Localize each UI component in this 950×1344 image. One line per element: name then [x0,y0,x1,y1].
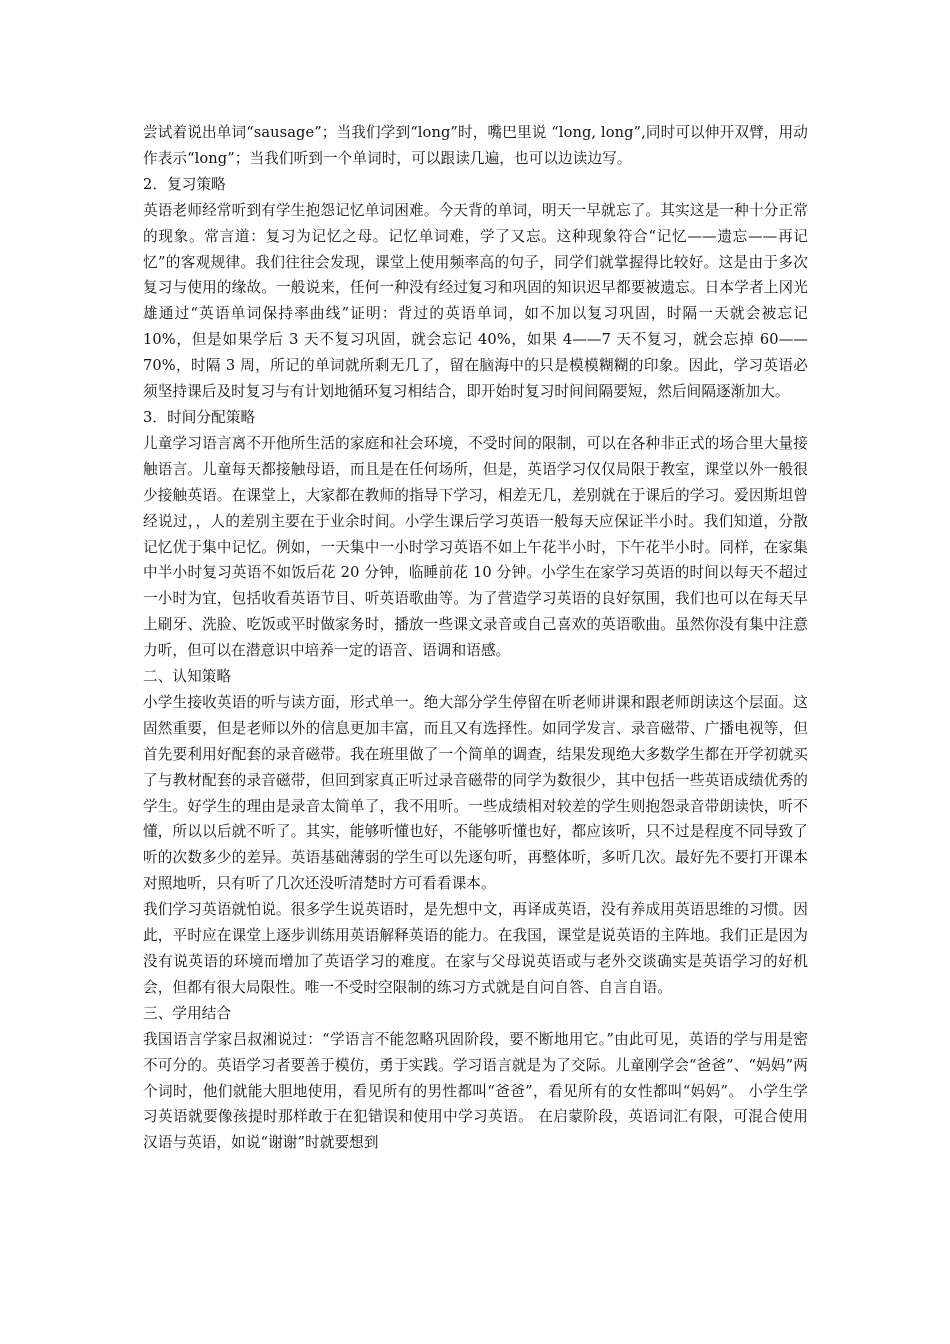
section-heading-cognitive-strategy: 二、认知策略 [143,668,232,686]
section-heading-time-allocation: 3．时间分配策略 [143,408,256,426]
paragraph-continued-example: 尝试着说出单词“sausage”；当我们学到“long”时，嘴巴里说 “long, long”,同时可以伸开双臂，用动作表示“long”；当我们听到一个单词时，可以跟读几遍，也可以边读边写。 [143,124,808,167]
section-heading-learning-and-use: 三、学用结合 [143,1004,232,1022]
paragraph-learning-and-use: 我国语言学家吕叔湘说过：“学语言不能忽略巩固阶段，要不断地用它。”由此可见，英语的学与用是密不可分的。英语学习者要善于模仿，勇于实践。学习语言就是为了交际。儿童刚学会“爸爸”、“妈妈”两个词时，他们就能大胆地使用，看见所有的男性都叫“爸爸”，看见所有的女性都叫“妈妈”。 小学生学习英语就要像孩提时那样敢于在犯错误和使用中学习英语。 在启蒙阶段，英语词汇有限，可混合使用汉语与英语，如说“谢谢”时就要想到 [143,1030,808,1152]
paragraph-listening-reading: 小学生接收英语的听与读方面，形式单一。绝大部分学生停留在听老师讲课和跟老师朗读这个层面。这固然重要，但是老师以外的信息更加丰富，而且又有选择性。如同学发言、录音磁带、广播电视等，但首先要利用好配套的录音磁带。我在班里做了一个简单的调查，结果发现绝大多数学生都在开学初就买了与教材配套的录音磁带，但回到家真正听过录音磁带的同学为数很少，其中包括一些英语成绩优秀的学生。好学生的理由是录音太简单了，我不用听。一些成绩相对较差的学生则抱怨录音带朗读快，听不懂，所以以后就不听了。其实，能够听懂也好，不能够听懂也好，都应该听，只不过是程度不同导致了听的次数多少的差异。英语基础薄弱的学生可以先逐句听，再整体听，多听几次。最好先不要打开课本对照地听，只有听了几次还没听清楚时方可看看课本。 [143,693,808,893]
paragraph-time-allocation: 儿童学习语言离不开他所生活的家庭和社会环境，不受时间的限制，可以在各种非正式的场合里大量接触语言。儿童每天都接触母语，而且是在任何场所，但是，英语学习仅仅局限于教室，课堂以外一般很少接触英语。在课堂上，大家都在教师的指导下学习，相差无几，差别就在于课后的学习。爱因斯坦曾经说过，，人的差别主要在于业余时间。小学生课后学习英语一般每天应保证半小时。我们知道，分散记忆优于集中记忆。例如，一天集中一小时学习英语不如上午花半小时，下午花半小时。同样，在家集中半小时复习英语不如饭后花 20 分钟，临睡前花 10 分钟。小学生在家学习英语的时间以每天不超过一小时为宜，包括收看英语节目、听英语歌曲等。为了营造学习英语的良好氛围，我们也可以在每天早上刷牙、洗脸、吃饭或平时做家务时，播放一些课文录音或自己喜欢的英语歌曲。虽然你没有集中注意力听，但可以在潜意识中培养一定的语音、语调和语感。 [143,434,808,660]
paragraph-speaking: 我们学习英语就怕说。很多学生说英语时，是先想中文，再译成英语，没有养成用英语思维的习惯。因此，平时应在课堂上逐步训练用英语解释英语的能力。在我国，课堂是说英语的主阵地。我们正是因为没有说英语的环境而增加了英语学习的难度。在家与父母说英语或与老外交谈确实是英语学习的好机会，但都有很大局限性。唯一不受时空限制的练习方式就是自问自答、自言自语。 [143,901,808,996]
document-body [143,120,808,1156]
paragraph-review-strategy: 英语老师经常听到有学生抱怨记忆单词困难。今天背的单词，明天一早就忘了。其实这是一种十分正常的现象。常言道：复习为记忆之母。记忆单词难，学了又忘。这种现象符合“记忆——遗忘——再记忆”的客观规律。我们往往会发现，课堂上使用频率高的句子，同学们就掌握得比较好。这是由于多次复习与使用的缘故。一般说来，任何一种没有经过复习和巩固的知识迟早都要被遗忘。日本学者上冈光雄通过“英语单词保持率曲线”证明：背过的英语单词，如不加以复习巩固，时隔一天就会被忘记 10%，但是如果学后 3 天不复习巩固，就会忘记 40%，如果 4——7 天不复习，就会忘掉 60——70%，时隔 3 周，所记的单词就所剩无几了，留在脑海中的只是模模糊糊的印象。因此，学习英语必须坚持课后及时复习与有计划地循环复习相结合，即开始时复习时间间隔要短，然后间隔逐渐加大。 [143,201,808,401]
section-heading-review-strategy: 2．复习策略 [143,175,226,193]
